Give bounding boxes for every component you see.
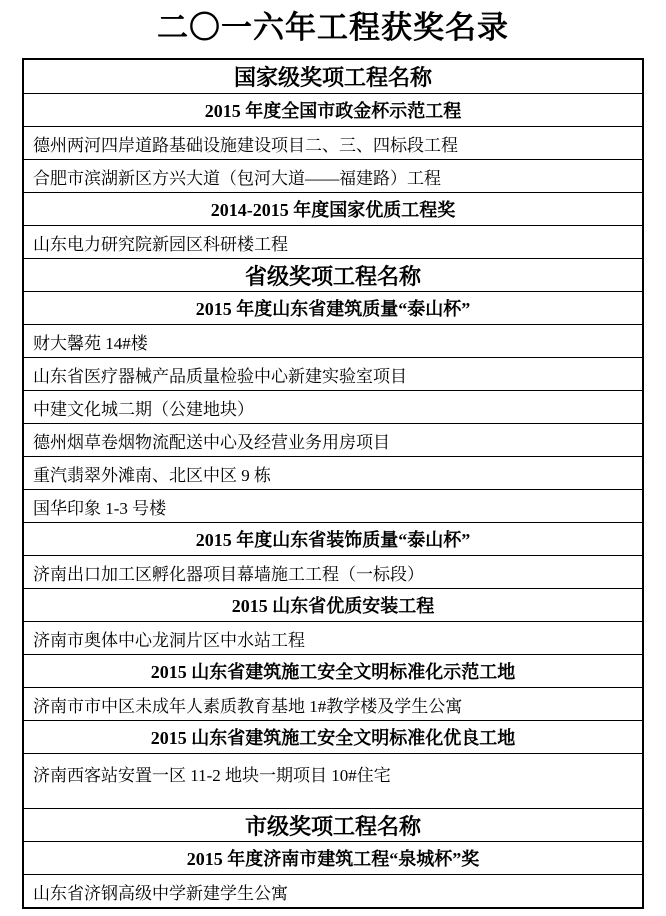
award-category-row <box>24 522 642 555</box>
row-text: 市级奖项工程名称 <box>244 813 421 839</box>
section-header-row <box>24 60 642 93</box>
award-category-row <box>24 588 642 621</box>
row-text: 2015 年度济南市建筑工程“泉城杯”奖 <box>186 849 480 869</box>
row-text: 济南市市中区未成年人素质教育基地 1#教学楼及学生公寓 <box>33 696 463 716</box>
row-text: 2015 年度全国市政金杯示范工程 <box>204 101 462 121</box>
project-row <box>24 874 642 907</box>
row-text: 2015 山东省优质安装工程 <box>231 596 435 616</box>
row-text: 德州两河四岸道路基础设施建设项目二、三、四标段工程 <box>33 135 458 155</box>
row-text: 国华印象 1-3 号楼 <box>33 498 167 518</box>
row-text: 济南市奥体中心龙洞片区中水站工程 <box>33 630 305 650</box>
row-text: 2015 年度山东省建筑质量“泰山杯” <box>195 299 471 319</box>
awards-table <box>22 58 644 909</box>
section-header-row <box>24 258 642 291</box>
row-text: 山东省济钢高级中学新建学生公寓 <box>33 883 288 903</box>
row-text: 济南西客站安置一区 11-2 地块一期项目 10#住宅 <box>33 766 391 785</box>
project-row <box>24 555 642 588</box>
project-row <box>24 225 642 258</box>
project-row <box>24 390 642 423</box>
row-text: 2015 山东省建筑施工安全文明标准化示范工地 <box>150 662 516 682</box>
award-category-row <box>24 654 642 687</box>
row-text: 省级奖项工程名称 <box>244 263 421 289</box>
row-text: 2015 年度山东省装饰质量“泰山杯” <box>195 530 471 550</box>
row-text: 2014-2015 年度国家优质工程奖 <box>210 200 456 220</box>
project-row <box>24 159 642 192</box>
row-text: 山东省医疗器械产品质量检验中心新建实验室项目 <box>33 366 407 386</box>
project-row <box>24 126 642 159</box>
project-row <box>24 357 642 390</box>
project-row <box>24 456 642 489</box>
project-row <box>24 687 642 720</box>
row-text: 济南出口加工区孵化器项目幕墙施工工程（一标段） <box>33 564 424 584</box>
award-category-row <box>24 720 642 753</box>
project-row <box>24 753 642 808</box>
award-category-row <box>24 192 642 225</box>
project-row <box>24 324 642 357</box>
row-text: 2015 山东省建筑施工安全文明标准化优良工地 <box>150 728 516 748</box>
project-row <box>24 423 642 456</box>
project-row <box>24 621 642 654</box>
row-text: 合肥市滨湖新区方兴大道（包河大道——福建路）工程 <box>33 168 441 188</box>
row-text: 山东电力研究院新园区科研楼工程 <box>33 234 288 254</box>
page-title: 二〇一六年工程获奖名录 <box>157 10 509 45</box>
section-header-row <box>24 808 642 841</box>
row-text: 财大馨苑 14#楼 <box>33 333 148 353</box>
award-category-row <box>24 841 642 874</box>
row-text: 中建文化城二期（公建地块） <box>33 399 254 419</box>
award-category-row <box>24 291 642 324</box>
award-category-row <box>24 93 642 126</box>
row-text: 重汽翡翠外滩南、北区中区 9 栋 <box>33 465 271 485</box>
project-row <box>24 489 642 522</box>
row-text: 国家级奖项工程名称 <box>233 65 432 90</box>
row-text: 德州烟草卷烟物流配送中心及经营业务用房项目 <box>33 432 390 452</box>
